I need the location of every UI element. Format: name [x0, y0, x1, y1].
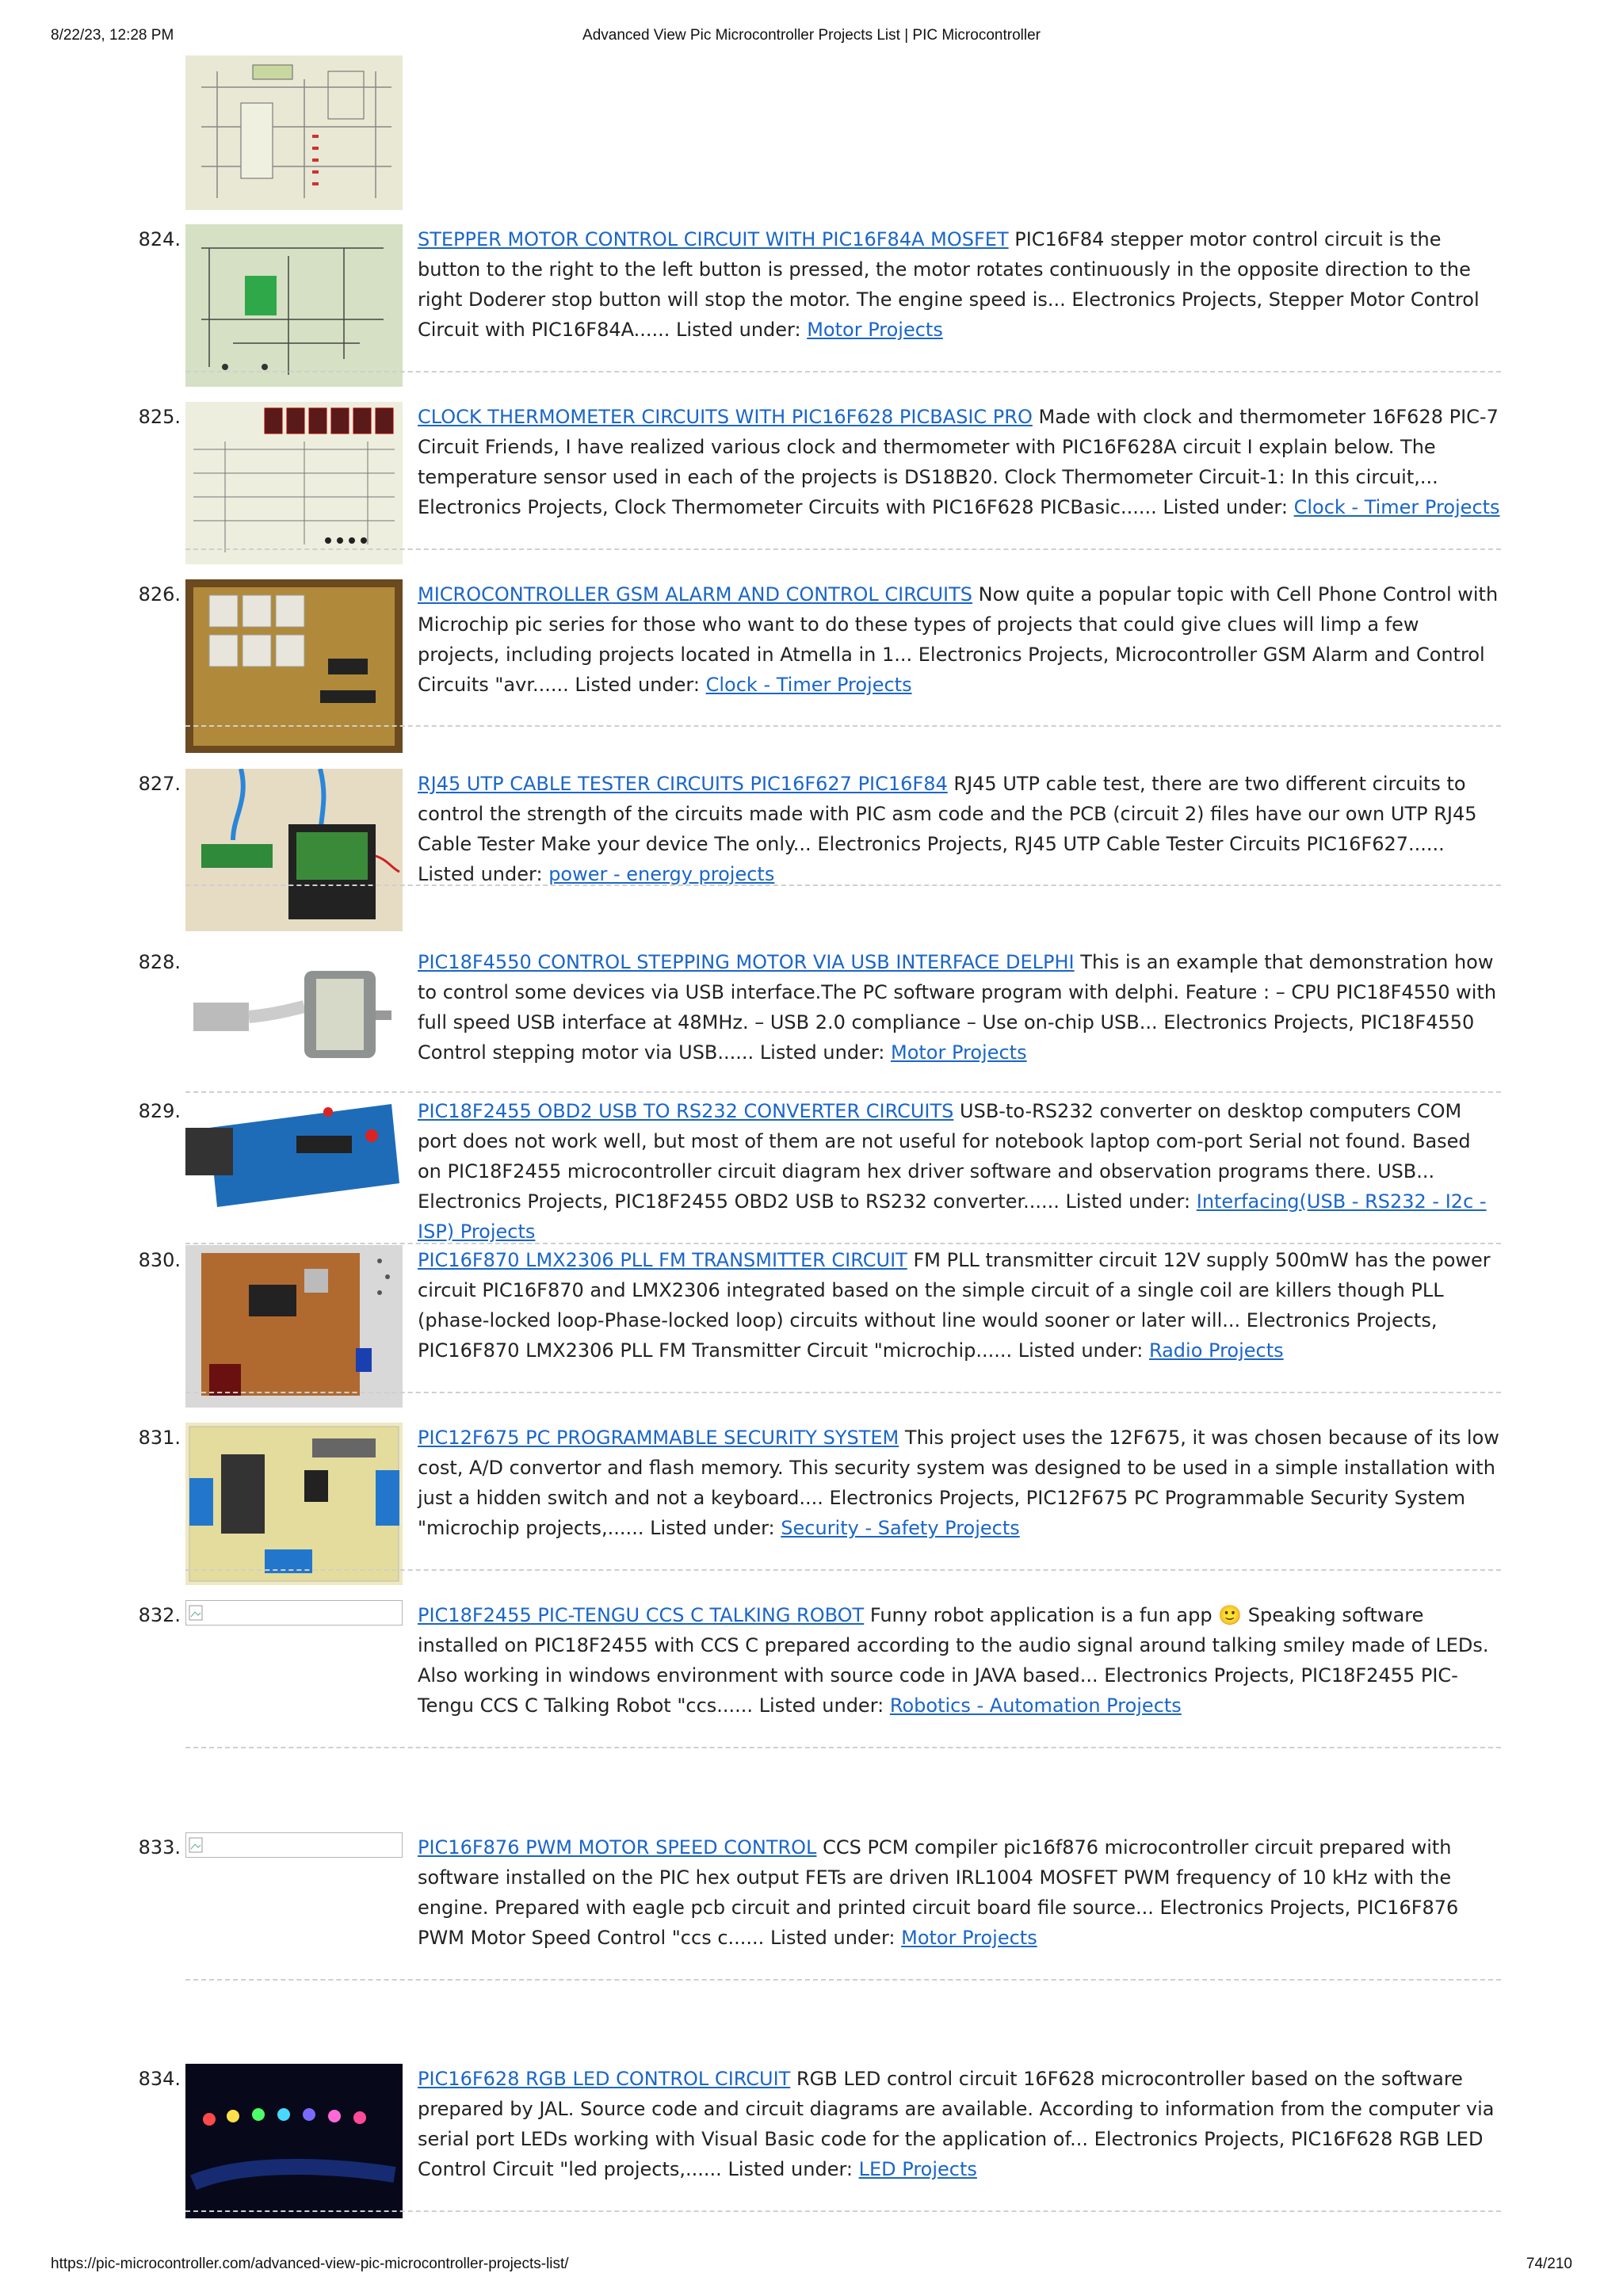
- project-thumbnail[interactable]: [185, 769, 403, 931]
- category-link[interactable]: power - energy projects: [548, 863, 775, 885]
- project-description: RGB LED control circuit 16F628 microcontroller based on the software prepared by JAL. Source code and circuit diagrams are available. According to information from the computer via serial port LEDs working with Visual Basic code for the application of... Electronics Projects, PIC16F628 RGB LED Control Circuit "led projects,......: [418, 2068, 1495, 2180]
- divider: [185, 884, 1501, 886]
- project-description: FM PLL transmitter circuit 12V supply 500mW has the power circuit PIC16F870 and LMX2306 integrated based on the simple circuit of a single coil are killers though PLL (phase-locked loop-Phase-locked loop) circuits without line would sooner or later will... Electronics Projects, PIC16F870 LMX2306 PLL FM Transmitter Circuit "microchip......: [418, 1249, 1491, 1362]
- project-title-link[interactable]: PIC16F876 PWM MOTOR SPEED CONTROL: [418, 1836, 817, 1859]
- divider: [185, 1091, 1501, 1093]
- project-title-link[interactable]: RJ45 UTP CABLE TESTER CIRCUITS PIC16F627 PIC16F84: [418, 773, 948, 795]
- item-number: 831.: [138, 1427, 181, 1449]
- item-number: 829.: [138, 1100, 181, 1122]
- listed-under-label: Listed under:: [758, 1694, 884, 1717]
- category-link[interactable]: Radio Projects: [1148, 1339, 1284, 1362]
- item-number: 824.: [138, 228, 181, 250]
- item-number: 832.: [138, 1604, 181, 1626]
- divider: [185, 2210, 1501, 2212]
- listed-under-label: Listed under:: [418, 863, 543, 885]
- project-description: RJ45 UTP cable test, there are two different circuits to control the strength of the circuits made with PIC asm code and the PCB (circuit 2) files have our own UTP RJ45 Cable Tester Make your device The only... Electronics Projects, RJ45 UTP Cable Tester Circuits PIC16F627......: [418, 773, 1477, 855]
- project-title-link[interactable]: PIC18F4550 CONTROL STEPPING MOTOR VIA USB INTERFACE DELPHI: [418, 951, 1075, 973]
- listed-under-label: Listed under:: [727, 2158, 853, 2180]
- broken-image-placeholder[interactable]: [185, 1832, 403, 1858]
- project-thumbnail[interactable]: [185, 402, 403, 564]
- listed-under-label: Listed under:: [759, 1041, 885, 1064]
- project-thumbnail[interactable]: [185, 1423, 403, 1585]
- project-title-link[interactable]: PIC18F2455 OBD2 USB TO RS232 CONVERTER CIRCUITS: [418, 1100, 954, 1122]
- item-number: 825.: [138, 406, 181, 428]
- divider: [185, 1979, 1501, 1981]
- listed-under-label: Listed under:: [1163, 496, 1288, 518]
- print-page-title: Advanced View Pic Microcontroller Projects List | PIC Microcontroller: [582, 27, 1041, 44]
- print-url: https://pic-microcontroller.com/advanced-view-pic-microcontroller-projects-list/: [51, 2256, 569, 2272]
- divider: [185, 1392, 1501, 1393]
- category-link[interactable]: Security - Safety Projects: [781, 1517, 1020, 1539]
- project-description: PIC16F84 stepper motor control circuit is the button to the right to the left button is pressed, the motor rotates continuously in the opposite direction to the right Doderer stop button will stop the motor. The engine speed is... Electronics Projects, Stepper Motor Control Circuit with PIC16F84A......: [418, 228, 1480, 341]
- schematic-thumbnail-top: [185, 55, 403, 210]
- project-description: Now quite a popular topic with Cell Phone Control with Microchip pic series for those who want to do these types of projects that could give clues will limp a few projects, including projects located in Atmella in 1... Electronics Projects, Microcontroller GSM Alarm and Control Circuits "avr......: [418, 583, 1499, 696]
- divider: [185, 1243, 1501, 1244]
- project-title-link[interactable]: PIC16F628 RGB LED CONTROL CIRCUIT: [418, 2068, 791, 2090]
- category-link[interactable]: Robotics - Automation Projects: [889, 1694, 1182, 1717]
- divider: [185, 371, 1501, 372]
- category-link[interactable]: Motor Projects: [891, 1041, 1027, 1064]
- item-number: 830.: [138, 1249, 181, 1271]
- project-description: Funny robot application is a fun app 🙂 Speaking software installed on PIC18F2455 with CCS C prepared according to the audio signal around talking smiley made of LEDs. Also working in windows environment with source code in JAVA based... Electronics Projects, PIC18F2455 PIC-Tengu CCS C Talking Robot "ccs......: [418, 1604, 1489, 1717]
- item-number: 834.: [138, 2068, 181, 2090]
- project-title-link[interactable]: PIC16F870 LMX2306 PLL FM TRANSMITTER CIRCUIT: [418, 1249, 907, 1271]
- project-description: This project uses the 12F675, it was chosen because of its low cost, A/D convertor and flash memory. This security system was designed to be used in a simple installation with just a hidden switch and not a keyboard.... Electronics Projects, PIC12F675 PC Programmable Security System "microchip projects,......: [418, 1427, 1499, 1539]
- category-link[interactable]: Interfacing(USB - RS232 - I2c -ISP) Projects: [418, 1190, 1487, 1243]
- category-link[interactable]: Clock - Timer Projects: [1293, 496, 1500, 518]
- listed-under-label: Listed under:: [769, 1927, 896, 1949]
- project-thumbnail[interactable]: [185, 224, 403, 387]
- divider: [185, 548, 1501, 550]
- project-description: Made with clock and thermometer 16F628 PIC-7 Circuit Friends, I have realized various clock and thermometer with PIC16F628A circuit I explain below. The temperature sensor used in each of the projects is DS18B20. Clock Thermometer Circuit-1: In this circuit,... Electronics Projects, Clock Thermometer Circuits with PIC16F628 PICBasic......: [418, 406, 1499, 518]
- print-page-number: 74/210: [1526, 2256, 1572, 2272]
- divider: [185, 725, 1501, 727]
- listed-under-label: Listed under:: [575, 674, 700, 696]
- item-number: 828.: [138, 951, 181, 973]
- project-title-link[interactable]: MICROCONTROLLER GSM ALARM AND CONTROL CIRCUITS: [418, 583, 973, 606]
- project-thumbnail[interactable]: [185, 1245, 403, 1408]
- listed-under-label: Listed under:: [1018, 1339, 1144, 1362]
- project-title-link[interactable]: PIC12F675 PC PROGRAMMABLE SECURITY SYSTEM: [418, 1427, 899, 1449]
- project-description: This is an example that demonstration how to control some devices via USB interface.The PC software program with delphi. Feature : – CPU PIC18F4550 with full speed USB interface at 48MHz. – USB 2.0 compliance – Use on-chip USB... Electronics Projects, PIC18F4550 Control stepping motor via USB......: [418, 951, 1497, 1064]
- divider: [185, 1569, 1501, 1571]
- divider: [185, 1747, 1501, 1748]
- category-link[interactable]: Clock - Timer Projects: [705, 674, 912, 696]
- category-link[interactable]: Motor Projects: [807, 319, 943, 341]
- item-number: 826.: [138, 583, 181, 606]
- project-title-link[interactable]: STEPPER MOTOR CONTROL CIRCUIT WITH PIC16F84A MOSFET: [418, 228, 1009, 250]
- project-description: USB-to-RS232 converter on desktop computers COM port does not work well, but most of them are not useful for notebook laptop com-port Serial not found. Based on PIC18F2455 microcontroller circuit diagram hex driver software and observation programs there. USB... Electronics Projects, PIC18F2455 OBD2 USB to RS232 converter......: [418, 1100, 1471, 1213]
- project-thumbnail[interactable]: [185, 1096, 403, 1212]
- project-thumbnail[interactable]: [185, 2064, 403, 2218]
- project-description: CCS PCM compiler pic16f876 microcontroller circuit prepared with software installed on the PIC hex output FETs are driven IRL1004 MOSFET PWM frequency of 10 kHz with the engine. Prepared with eagle pcb circuit and printed circuit board file source... Electronics Projects, PIC16F876 PWM Motor Speed Control "ccs c......: [418, 1836, 1459, 1949]
- print-datetime: 8/22/23, 12:28 PM: [51, 27, 174, 44]
- item-number: 827.: [138, 773, 181, 795]
- category-link[interactable]: Motor Projects: [901, 1927, 1037, 1949]
- listed-under-label: Listed under:: [1065, 1190, 1191, 1213]
- project-thumbnail[interactable]: [185, 947, 403, 1080]
- listed-under-label: Listed under:: [676, 319, 801, 341]
- item-number: 833.: [138, 1836, 181, 1859]
- category-link[interactable]: LED Projects: [858, 2158, 977, 2180]
- broken-image-placeholder[interactable]: [185, 1600, 403, 1626]
- project-thumbnail[interactable]: [185, 579, 403, 753]
- project-title-link[interactable]: CLOCK THERMOMETER CIRCUITS WITH PIC16F628 PICBASIC PRO: [418, 406, 1033, 428]
- listed-under-label: Listed under:: [650, 1517, 775, 1539]
- project-title-link[interactable]: PIC18F2455 PIC-TENGU CCS C TALKING ROBOT: [418, 1604, 865, 1626]
